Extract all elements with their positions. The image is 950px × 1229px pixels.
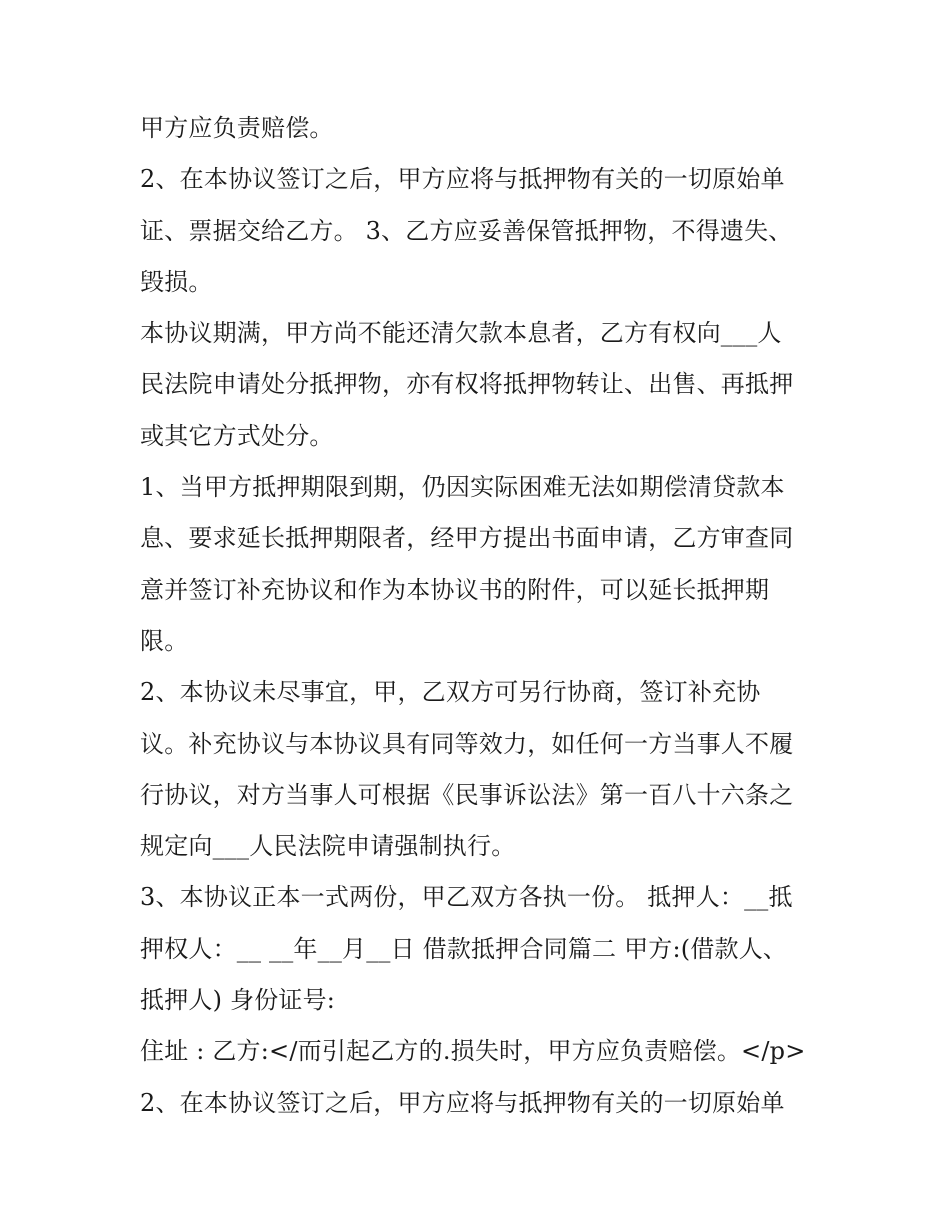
text-line: 3、本协议正本一式两份，甲乙双方各执一份。 抵押人：__抵 (140, 883, 793, 912)
text-line: 意并签订补充协议和作为本协议书的附件，可以延长抵押期 (140, 575, 770, 604)
document-body (140, 103, 830, 1129)
text-line: 本协议期满，甲方尚不能还清欠款本息者，乙方有权向___人 (140, 319, 782, 348)
text-line: 民法院申请处分抵押物，亦有权将抵押物转让、出售、再抵押 (140, 370, 794, 399)
text-line: 或其它方式处分。 (140, 421, 334, 450)
text-line: 规定向___人民法院申请强制执行。 (140, 832, 516, 861)
text-line: 1、当甲方抵押期限到期，仍因实际困难无法如期偿清贷款本 (140, 473, 785, 502)
text-line: 议。补充协议与本协议具有同等效力，如任何一方当事人不履 (140, 729, 794, 758)
text-line: 抵押人) 身份证号: (140, 986, 336, 1015)
text-line: 证、票据交给乙方。 3、乙方应妥善保管抵押物，不得遗失、 (140, 216, 793, 245)
text-line: 行协议，对方当事人可根据《民事诉讼法》第一百八十六条之 (140, 780, 794, 809)
text-line: 2、在本协议签订之后，甲方应将与抵押物有关的一切原始单 (140, 165, 785, 194)
text-line: 息、要求延长抵押期限者，经甲方提出书面申请，乙方审查同 (140, 524, 794, 553)
text-line: 2、本协议未尽事宜，甲，乙双方可另行协商，签订补充协 (140, 678, 761, 707)
text-line: 甲方应负责赔偿。 (140, 114, 334, 142)
text-line: 住址 : 乙方:</而引起乙方的.损失时，甲方应负责赔偿。</p> (140, 1037, 806, 1066)
text-line: 押权人：__ __年__月__日 借款抵押合同篇二 甲方:(借款人、 (140, 934, 788, 963)
text-line: 2、在本协议签订之后，甲方应将与抵押物有关的一切原始单 (140, 1088, 785, 1117)
text-line: 毁损。 (140, 267, 213, 296)
text-line: 限。 (140, 626, 189, 655)
